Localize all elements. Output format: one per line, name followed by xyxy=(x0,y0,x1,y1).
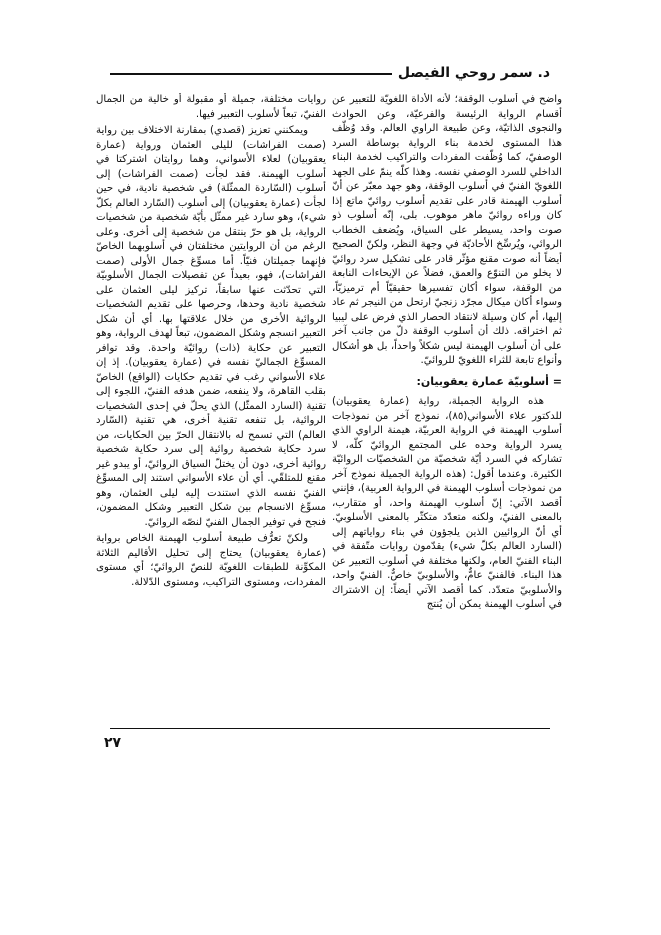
left-paragraph-1: روايات مختلفة، جميلة أو مقبولة أو خالية من الجمال الفنيّ، تبعاً لأسلوب التعبير فيها. xyxy=(96,94,326,120)
header-rule xyxy=(110,73,392,75)
running-header xyxy=(110,62,550,84)
section-heading: = أسلوبيّة عمارة يعقوبيان: xyxy=(416,374,562,388)
right-column xyxy=(332,93,562,801)
left-paragraph-3: ولكنّ تعرُّف طبيعة أسلوب الهيمنة الخاص برواية (عمارة يعقوبيان) يحتاج إلى تحليل الأقاليم الثلاثة المكوِّنة للطبقات اللغويّة للنصّ الروائيّ؛ أي مستوى المفردات، ومستوى التراكيب، ومستوى الدّلالة. xyxy=(96,533,326,588)
right-paragraph-1: واضح في أسلوب الوقفة؛ لأنه الأداة اللغويّة للتعبير عن أقسام الرواية الرئيسة والفرعيّة، وعن الحوادث والنجوى الذاتيّة، وعن طبيعة الراوي العالم. وقد وُظّف هذا المستوى لخدمة بناء الرواية بوساطة السرد الوصفيّ، كما وُظّفت المفردات والتراكيب لخدمة البناء الداخلي للسرد الوصفي نفسه. وهذا كلّه ينمّ على الجهد اللغويّ الفنيّ في أسلوب الوقفة، وهو جهد معبّر عن أنّ أسلوب الهيمنة قادر على تقديم أسلوب روائيّ ماتع إذا كان وراءه روائيّ ماهر موهوب. بلى، إنّه أسلوب ذو صوت واحد، يسيطر على السياق، ويُضعف الخطاب الروائي، ويُرسِّخ الأحاديّة في وجهة النظر، ولكنّ الصحيح أيضاً أنه صوت مقنع مؤثّر قادر على تشكيل سرد روائيّ لا يخلو من التنوّع والعمق، فضلاً عن الإيحاءات النابعة من الوقفة، سواء أكان تفسيرها حقيقيّاً أم ترميزيّاً، وسواء أكان ميكال مجرّد زنجيّ ارتحل من النيجر ثم عاد إليها، أم كان وسيلة لانتقاد الحصار الذي فرض على ليبيا ثم اختراقه. ذلك أن أسلوب الوقفة دلّ من جانب آخر على أن أسلوب الهيمنة ليس شكلاً واحداً، بل هو أشكال وأنواع تابعة للثراء اللغويّ للروائيّ. xyxy=(332,94,562,366)
footer-rule xyxy=(110,728,550,729)
right-paragraph-2: هذه الرواية الجميلة، رواية (عمارة يعقوبيان) للدكتور علاء الأسواني(٨٥)، نموذج آخر من نموذجات أسلوب الهيمنة في الرواية العربيّة، هيمنة الراوي الذي يسرد الرواية وحده على المجتمع الروائيّ كلّه، لا تشاركه في السرد أيّة شخصيّة من الشخصيّات الروائيّة الكثيرة. وعندما أقول: (هذه الرواية الجميلة نموذج آخر من نموذجات أسلوب الهيمنة في الرواية العربية)، فإنني أقصد الآتي: إنّ أسلوب الهيمنة واحد، أو متقارب، بالمعنى الفنيّ، ولكنه متعدّد متكثّر بالمعنى الأسلوبيّ. أي أنّ الروائيين الذين يلجؤون في بناء رواياتهم إلى (السارد العالم بكلّ شيء) يقدّمون روايات متّفقة في البناء الفنيّ العام، ولكنها مختلفة في أسلوب التعبير عن هذا البناء. فالفنيّ عامٌّ، والأسلوبيّ خاصٌّ. الفنيّ واحد، والأسلوبيّ متعدّد. كما أقصد الآتي أيضاً: إن الاشتراك في أسلوب الهيمنة يمكن أن يُنتج xyxy=(332,396,562,610)
left-column xyxy=(96,93,326,801)
left-paragraph-2: ويمكنني تعزيز (قصدي) بمقارنة الاختلاف بين رواية (صمت الفراشات) لليلى العثمان ورواية (عمارة يعقوبيان) لعلاء الأسواني، وهما روايتان اشتركتا في أسلوب الهيمنة. فقد لجأت (صمت الفراشات) إلى أسلوب (السّاردة الممثّلة) في شخصية نادية، في حين لجأت (عمارة يعقوبيان) إلى أسلوب (السّارد العالم بكلّ شيء)، وهو سارد غير ممثّل بأيّة شخصية من شخصيات الرواية، بل هو حرّ ينتقل من شخصية إلى أخرى. وعلى الرغم من أن الروايتين مختلفتان في أسلوبهما الخاصّ فإنهما جميلتان فنيّاً. أما مسوِّغ جمال الأولى (صمت الفراشات)، فهو، بعيداً عن تفصيلات الجمال الأسلوبيّة التي تحدّثت عنها سابقاً، تركيز ليلى العثمان على شخصية نادية وحدها، وحرصها على تقديم الشخصيات الروائية الأخرى من خلال علاقتها بها. أي أن شكل التعبير انسجم وشكل المضمون، تبعاً لهدف الرواية، وهو التعبير عن حكاية (ذات) روائيّة واحدة. وقد توافر المسوِّغ الجماليّ نفسه في (عمارة يعقوبيان). إذ إن علاء الأسواني رغب في تقديم حكايات (الواقع) الخاصّ بقلب القاهرة، ولا ينفعه، ضمن هدفه الفنيّ، اللجوء إلى تقنية (السارد الممثّل) الذي يحلّ في إحدى الشخصيات الروائية، بل تنفعه تقنية أخرى، هي تقنية (السّارد العالم) التي تسمح له بالانتقال الحرّ بين الحكايات، من سرد حكاية شخصية روائية إلى سرد حكاية شخصية روائية أخرى، دون أن يختلّ السياق الروائيّ، أو يبدو غير مقنع للمتلقّي. أي أن علاء الأسواني استند إلى المسوِّغ الفنيّ نفسه الذي استندت إليه ليلى العثمان، وهو مسوِّغ الانسجام بين شكل التعبير وشكل المضمون، فنجح في توفير الجمال الفنيّ لنصّه الروائيّ. xyxy=(96,125,326,528)
author-name: د. سمر روحي الفيصل xyxy=(397,65,550,81)
page-number: ٢٧ xyxy=(104,735,122,751)
